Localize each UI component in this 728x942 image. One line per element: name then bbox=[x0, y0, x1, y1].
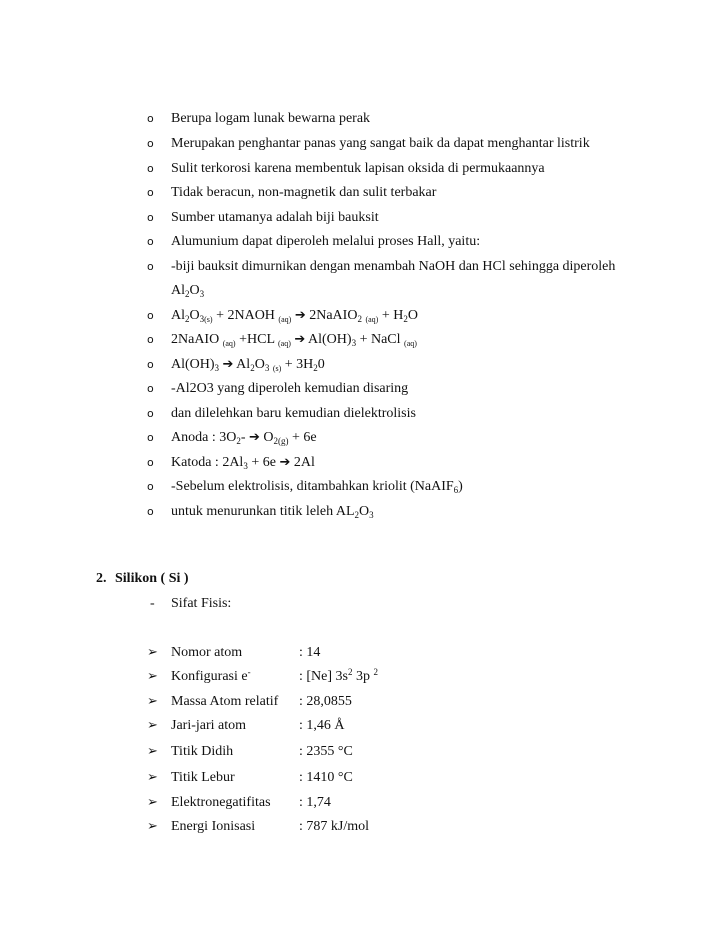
arrow-bullet-icon: ➢ bbox=[147, 770, 158, 785]
reaction-arrow-icon: ➔ bbox=[249, 430, 260, 445]
arrow-bullet-icon: ➢ bbox=[147, 669, 158, 684]
list-item-text: Sulit terkorosi karena membentuk lapisan oksida di permukaannya bbox=[171, 161, 545, 176]
property-label: Elektronegatifitas bbox=[171, 795, 271, 810]
circle-bullet-icon: o bbox=[147, 260, 154, 273]
circle-bullet-icon: o bbox=[147, 211, 154, 224]
circle-bullet-icon: o bbox=[147, 235, 154, 248]
reaction-arrow-icon: ➔ bbox=[279, 455, 291, 470]
circle-bullet-icon: o bbox=[147, 382, 154, 395]
formula-al2o3: $Al_2O_3$ bbox=[171, 283, 205, 299]
property-value: : 1,46 Å bbox=[299, 718, 345, 733]
arrow-bullet-icon: ➢ bbox=[147, 819, 158, 834]
reaction-equation: $Al(OH)_3$ ➔ $Al_2O_3$ $_{(s)} + 3H_20$ bbox=[171, 357, 325, 373]
list-item-text: Tidak beracun, non-magnetik dan sulit terbakar bbox=[171, 185, 437, 200]
section-title: Silikon ( Si ) bbox=[115, 571, 189, 586]
reaction-arrow-icon: ➔ bbox=[294, 332, 306, 347]
circle-bullet-icon: o bbox=[147, 309, 154, 322]
list-item-text: untuk menurunkan titik leleh $AL_2O_3$ bbox=[171, 504, 374, 520]
property-value: : 14 bbox=[299, 645, 321, 660]
circle-bullet-icon: o bbox=[147, 162, 154, 175]
property-value: : 1410 °C bbox=[299, 770, 353, 785]
sub-heading-label: Sifat Fisis: bbox=[171, 596, 232, 611]
list-item-text: Alumunium dapat diperoleh melalui proses Hall, yaitu: bbox=[171, 234, 481, 249]
property-label: Nomor atom bbox=[171, 645, 243, 660]
property-label: Titik Lebur bbox=[171, 770, 235, 785]
property-value: : 28,0855 bbox=[299, 694, 352, 709]
reaction-arrow-icon: ➔ bbox=[222, 357, 234, 372]
circle-bullet-icon: o bbox=[147, 333, 154, 346]
property-value: : 1,74 bbox=[299, 795, 331, 810]
circle-bullet-icon: o bbox=[147, 505, 154, 518]
reaction-arrow-icon: ➔ bbox=[294, 308, 306, 323]
list-item-text: dan dilelehkan baru kemudian dielektrolisis bbox=[171, 406, 416, 421]
property-value: : 2355 °C bbox=[299, 744, 353, 759]
arrow-bullet-icon: ➢ bbox=[147, 645, 158, 660]
property-value: : [Ne] $3s^2$ 3p $^2$ bbox=[299, 667, 378, 684]
circle-bullet-icon: o bbox=[147, 186, 154, 199]
reaction-equation: 2NaAIO $_{(aq)}$ +HCL $_{(aq)}$ ➔ $Al(OH)_3$ + NaCl $_{(aq)}$ bbox=[171, 332, 417, 348]
list-item-text: Merupakan penghantar panas yang sangat baik da dapat menghantar listrik bbox=[171, 136, 590, 151]
arrow-bullet-icon: ➢ bbox=[147, 744, 158, 759]
circle-bullet-icon: o bbox=[147, 137, 154, 150]
property-label: Titik Didih bbox=[171, 744, 234, 759]
arrow-bullet-icon: ➢ bbox=[147, 795, 158, 810]
dash-bullet: - bbox=[150, 596, 155, 611]
circle-bullet-icon: o bbox=[147, 407, 154, 420]
property-label: Massa Atom relatif bbox=[171, 694, 279, 709]
circle-bullet-icon: o bbox=[147, 431, 154, 444]
circle-bullet-icon: o bbox=[147, 456, 154, 469]
circle-bullet-icon: o bbox=[147, 480, 154, 493]
property-value: : 787 kJ/mol bbox=[299, 819, 370, 834]
circle-bullet-icon: o bbox=[147, 112, 154, 125]
property-label: Konfigurasi e- bbox=[171, 667, 251, 684]
list-item-text: -biji bauksit dimurnikan dengan menambah NaOH dan HCl sehingga diperoleh bbox=[171, 259, 616, 274]
property-label: Energi Ionisasi bbox=[171, 819, 256, 834]
reaction-equation: $Al_2O_{3(s)}$ + 2NAOH $_{(aq)}$ ➔ 2NaAIO$_2$ $_{(aq)} + H_2O$ bbox=[171, 308, 418, 324]
list-item-text: -Al2O3 yang diperoleh kemudian disaring bbox=[171, 381, 409, 396]
anoda-reaction: Anoda : $3O_2-$ ➔ $O_{2(g)} + 6e$ bbox=[171, 430, 317, 446]
circle-bullet-icon: o bbox=[147, 358, 154, 371]
list-item-text: -Sebelum elektrolisis, ditambahkan kriolit (NaAIF$_6$) bbox=[171, 479, 463, 495]
arrow-bullet-icon: ➢ bbox=[147, 718, 158, 733]
list-item-text: Sumber utamanya adalah biji bauksit bbox=[171, 210, 379, 225]
property-label: Jari-jari atom bbox=[171, 718, 247, 733]
katoda-reaction: Katoda : $2Al_3 + 6e$ ➔ 2Al bbox=[171, 455, 315, 471]
section-number: 2. bbox=[96, 571, 107, 586]
list-item-text: Berupa logam lunak bewarna perak bbox=[171, 111, 371, 126]
arrow-bullet-icon: ➢ bbox=[147, 694, 158, 709]
